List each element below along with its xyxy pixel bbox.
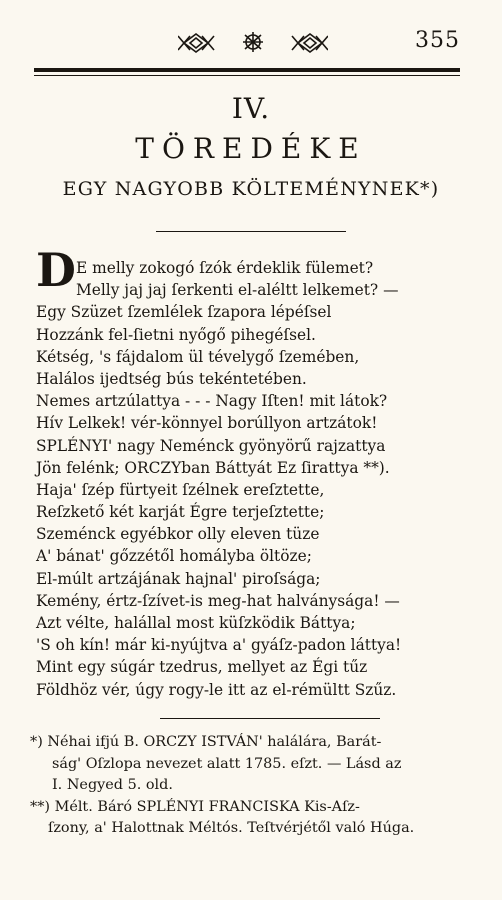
poem-line: A' bánat' gőzzétől homályba öltöze;: [36, 547, 312, 566]
chapter-number: IV.: [231, 92, 271, 125]
footnote-line: I. Negyed 5. old.: [52, 777, 173, 793]
poem-line: Nemes artzúlattya - - - Nagy Iſten! mit látok?: [36, 392, 388, 411]
poem-line: Halálos ijedtség bús tekéntetében.: [36, 369, 307, 388]
footnotes: [30, 732, 478, 840]
footnote-line: *) Néhai ifjú B. ORCZY ISTVÁN' halálára, Barát-: [30, 734, 382, 750]
poem-line: El-múlt artzájának hajnal' piroſsága;: [36, 569, 321, 588]
poem-line: Egy Szüzet ſzemlélek ſzapora lépéſsel: [36, 303, 332, 322]
footnote-line: ſzony, a' Halottnak Méltós. Teſtvérjétől való Húga.: [48, 820, 415, 836]
footnote-rule: [160, 718, 380, 719]
poem-title: TÖREDÉKE: [135, 132, 367, 165]
title-rule: [156, 231, 346, 232]
header-rule-thin: [34, 75, 460, 76]
footnote-line: ság' Oſzlopa nevezet alatt 1785. eſzt. — Lásd az: [52, 755, 402, 772]
poem-line: Kétség, 's fájdalom ül tévelygő ſzemében,: [36, 347, 360, 366]
poem-subtitle: EGY NAGYOBB KÖLTEMÉNYNEK*): [62, 178, 440, 200]
poem-line: Hív Lelkek! vér-könnyel borúllyon artzátok!: [36, 414, 378, 433]
poem-body: [36, 243, 476, 701]
poem-line: Azt vélte, halállal most küſzködik Báttya;: [36, 614, 356, 632]
poem-line: E melly zokogó ſzók érdeklik fülemet?: [76, 259, 374, 277]
poem-line: Reſzkető két karját Égre terjeſztette;: [36, 503, 325, 522]
poem-line: Kemény, értz-ſzívet-is meg-hat halványsága! —: [36, 591, 400, 610]
poem-line: 'S oh kín! már ki-nyújtva a' gyáſz-padon láttya!: [36, 636, 402, 655]
drop-cap: D: [36, 243, 76, 297]
footnote-line: **) Mélt. Báró SPLÉNYI FRANCISKA Kis-Aſz-: [30, 798, 360, 815]
poem-line: Melly jaj jaj ſerkenti el-aléltt lelkemet? —: [76, 281, 399, 300]
page-number: 355: [415, 28, 460, 53]
poem-line: Mint egy súgár tzedrus, mellyet az Égi tűz: [36, 658, 368, 677]
poem-line: Szeménck egyébkor olly eleven tüze: [36, 525, 320, 544]
poem-line: Hozzánk fel-ſietni nyőgő pihegéſsel.: [36, 325, 316, 344]
header-rule: [34, 68, 460, 72]
poem-line: Jön felénk; ORCZYban Báttyát Ez ſirattya **).: [36, 458, 390, 477]
printer-ornament-icon: [178, 30, 328, 56]
poem-line: Haja' ſzép fürtyeit ſzélnek ereſztette,: [36, 480, 325, 499]
poem-line: Földhöz vér, úgy rogy-le itt az el-rémültt Szűz.: [36, 680, 397, 699]
poem-line: SPLÉNYI' nagy Neménck gyönyörű rajzattya: [36, 436, 386, 455]
